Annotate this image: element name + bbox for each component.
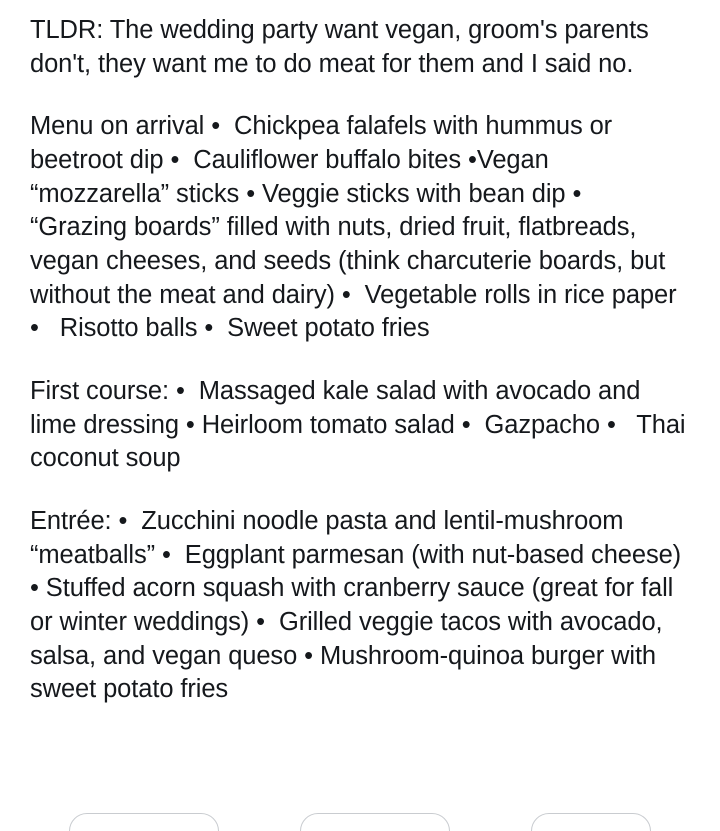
paragraph-entree: Entrée: • Zucchini noodle pasta and lentil-mushroom “meatballs” • Eggplant parmesan (with nut-based cheese) • Stuffed acorn squash with cranberry sauce (great for fall or winter weddings) • Grilled veggie tacos with avocado, salsa, and vegan queso • Mushroom-quinoa burger with sweet potato fries bbox=[30, 506, 689, 704]
bottom-action-bar bbox=[0, 813, 720, 831]
bottom-action-button-2[interactable] bbox=[300, 813, 450, 831]
bottom-action-button-3[interactable] bbox=[531, 813, 651, 831]
paragraph-menu-on-arrival: Menu on arrival • Chickpea falafels with hummus or beetroot dip • Cauliflower buffalo bites •Vegan “mozzarella” sticks • Veggie sticks with bean dip • “Grazing boards” filled with nuts, dried fruit, flatbreads, vegan cheeses, and seeds (think charcuterie boards, but without the meat and dairy) • Vegetable rolls in rice paper • Risotto balls • Sweet potato fries bbox=[30, 112, 684, 343]
post-body bbox=[30, 14, 693, 707]
paragraph-first-course: First course: • Massaged kale salad with avocado and lime dressing • Heirloom tomato salad • Gazpacho • Thai coconut soup bbox=[30, 376, 693, 473]
paragraph-tldr: TLDR: The wedding party want vegan, groom's parents don't, they want me to do meat for them and I said no. bbox=[30, 16, 656, 78]
bottom-action-button-1[interactable] bbox=[69, 813, 219, 831]
